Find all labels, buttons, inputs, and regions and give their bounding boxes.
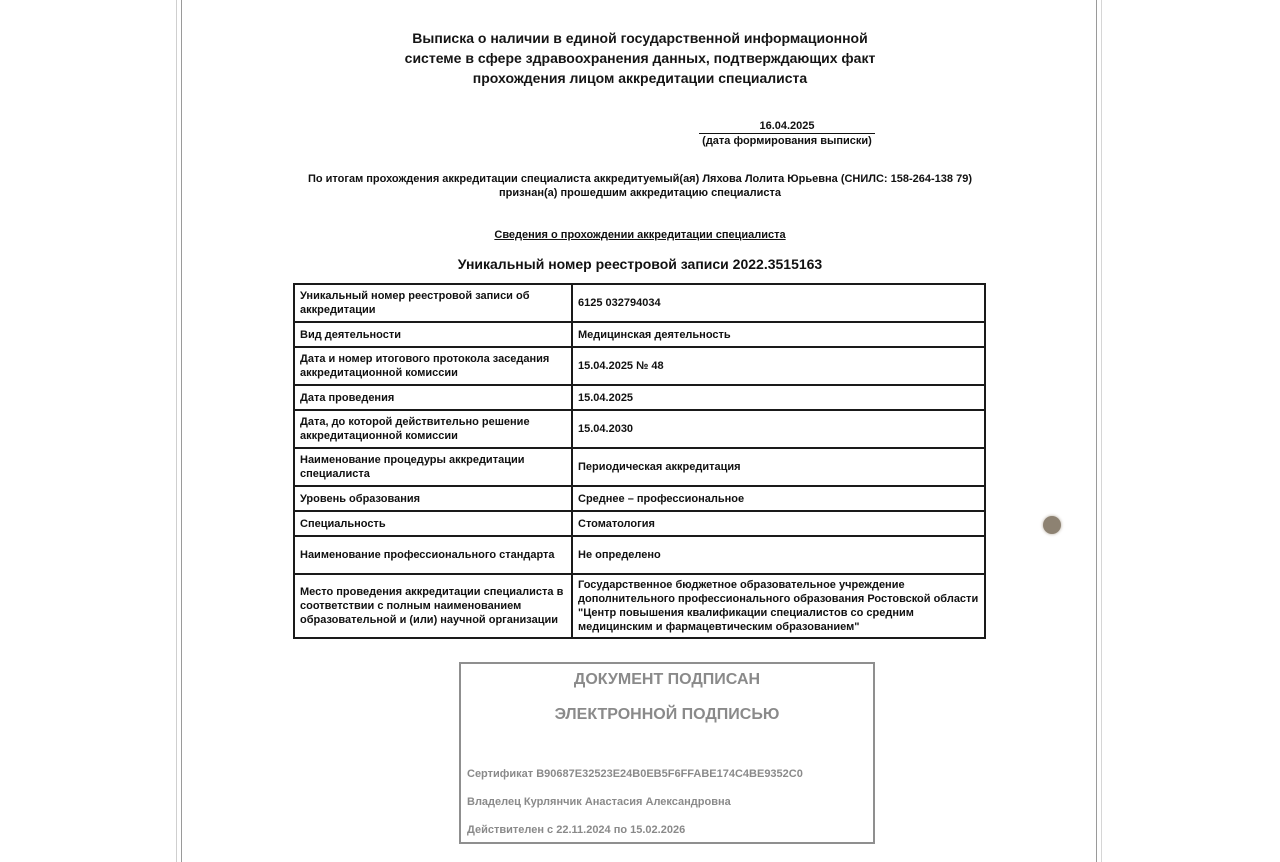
table-row	[294, 486, 985, 511]
table-key-cell: Дата проведения	[294, 385, 572, 410]
title-line-1: Выписка о наличии в единой государственной информационной	[412, 30, 868, 46]
section-title: Сведения о прохождении аккредитации специалиста	[494, 229, 786, 241]
table-key-cell: Специальность	[294, 511, 572, 536]
title-line-3: прохождения лицом аккредитации специалиста	[472, 70, 808, 86]
table-value-cell: Периодическая аккредитация	[572, 448, 985, 486]
table-key-cell: Место проведения аккредитации специалиста в соответствии с полным наименованием образовательной и (или) научной организации	[294, 574, 572, 638]
table-row	[294, 284, 985, 322]
table-key-cell: Дата и номер итогового протокола заседания аккредитационной комиссии	[294, 347, 572, 385]
table-value-cell: 15.04.2025 № 48	[572, 347, 985, 385]
formation-date: 16.04.2025	[699, 119, 875, 134]
table-row	[294, 574, 985, 638]
date-block	[690, 119, 884, 149]
table-row	[294, 536, 985, 574]
stamp-line-2: ЭЛЕКТРОННОЙ ПОДПИСЬЮ	[554, 706, 780, 723]
table-row	[294, 347, 985, 385]
table-key-cell: Наименование профессионального стандарта	[294, 536, 572, 574]
table-value-cell: Медицинская деятельность	[572, 322, 985, 347]
formation-date-caption: (дата формирования выписки)	[702, 135, 872, 147]
stamp-line-1: ДОКУМЕНТ ПОДПИСАН	[573, 671, 761, 688]
title-line-2: системе в сфере здравоохранения данных, подтверждающих факт	[404, 50, 876, 66]
page-edge-left	[176, 0, 182, 862]
table-value-cell: Среднее – профессиональное	[572, 486, 985, 511]
stamp-validity: Действителен с 22.11.2024 по 15.02.2026	[467, 824, 686, 836]
table-row	[294, 410, 985, 448]
stamp-certificate: Сертификат B90687E32523E24B0EB5F6FFABE174C4BE9352C0	[467, 768, 803, 780]
table-row	[294, 448, 985, 486]
table-row	[294, 385, 985, 410]
page-edge-right	[1096, 0, 1102, 862]
table-value-cell: Не определено	[572, 536, 985, 574]
accreditation-intro: По итогам прохождения аккредитации специалиста аккредитуемый(ая) Ляхова Лолита Юрьевна (СНИЛС: 158-264-138 79) признан(а) прошедшим аккредитацию специалиста	[307, 173, 972, 199]
table-key-cell: Уникальный номер реестровой записи об аккредитации	[294, 284, 572, 322]
table-value-cell: 15.04.2030	[572, 410, 985, 448]
accreditation-table	[293, 283, 986, 639]
table-value-cell: 15.04.2025	[572, 385, 985, 410]
electronic-signature-stamp	[459, 662, 875, 844]
document-title	[340, 28, 940, 88]
table-key-cell: Уровень образования	[294, 486, 572, 511]
table-key-cell: Вид деятельности	[294, 322, 572, 347]
table-key-cell: Дата, до которой действительно решение аккредитационной комиссии	[294, 410, 572, 448]
table-row	[294, 322, 985, 347]
table-key-cell: Наименование процедуры аккредитации специалиста	[294, 448, 572, 486]
table-row	[294, 511, 985, 536]
registry-record-number: Уникальный номер реестровой записи 2022.3515163	[457, 256, 823, 272]
table-value-cell: Государственное бюджетное образовательное учреждение дополнительного профессионального образования Ростовской области "Центр повышения квалификации специалистов со средним медицинским и фармацевтическим образованием"	[572, 574, 985, 638]
stain-dot	[1043, 516, 1061, 534]
table-value-cell: 6125 032794034	[572, 284, 985, 322]
table-value-cell: Стоматология	[572, 511, 985, 536]
stamp-owner: Владелец Курлянчик Анастасия Александровна	[467, 796, 731, 808]
